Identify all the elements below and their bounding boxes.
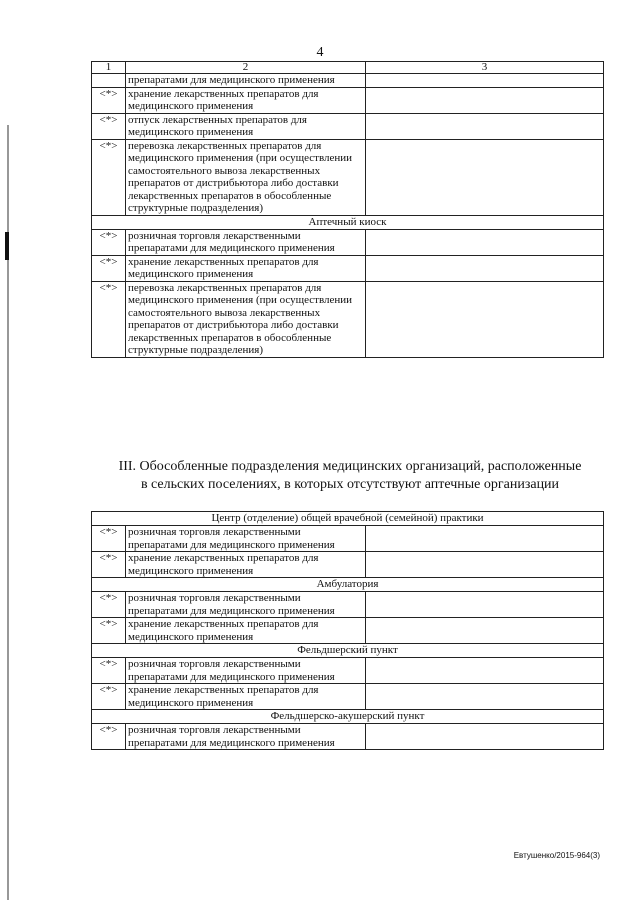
row-marker: <*> bbox=[92, 113, 126, 139]
activity-text: перевозка лекарственных препаратов для медицинского применения (при осуществлении самостоятельного вывоза лекарственных препаратов от дистрибьютора либо доставки лекарственных препаратов в обособленные структурные подразделения) bbox=[126, 281, 366, 357]
empty-cell bbox=[366, 139, 604, 215]
table-row bbox=[92, 618, 604, 644]
column-header: 3 bbox=[366, 62, 604, 74]
row-marker: <*> bbox=[92, 552, 126, 578]
row-marker: <*> bbox=[92, 658, 126, 684]
empty-cell bbox=[366, 592, 604, 618]
table-row bbox=[92, 552, 604, 578]
row-marker: <*> bbox=[92, 87, 126, 113]
section-title: Фельдшерско-акушерский пункт bbox=[92, 710, 604, 724]
activity-text: хранение лекарственных препаратов для медицинского применения bbox=[126, 552, 366, 578]
table-row bbox=[92, 74, 604, 88]
row-marker: <*> bbox=[92, 592, 126, 618]
table-top bbox=[91, 61, 604, 358]
row-marker: <*> bbox=[92, 618, 126, 644]
activity-text: розничная торговля лекарственными препаратами для медицинского применения bbox=[126, 592, 366, 618]
row-marker: <*> bbox=[92, 684, 126, 710]
section-title: Аптечный киоск bbox=[92, 215, 604, 229]
section-heading-line-1: III. Обособленные подразделения медицинских организаций, расположенные bbox=[118, 459, 582, 474]
table-row bbox=[92, 281, 604, 357]
table-bottom bbox=[91, 511, 604, 750]
activity-text: препаратами для медицинского применения bbox=[126, 74, 366, 88]
activity-text: розничная торговля лекарственными препаратами для медицинского применения bbox=[126, 724, 366, 750]
empty-cell bbox=[366, 229, 604, 255]
empty-cell bbox=[366, 526, 604, 552]
activity-text: перевозка лекарственных препаратов для медицинского применения (при осуществлении самостоятельного вывоза лекарственных препаратов от дистрибьютора либо доставки лекарственных препаратов в обособленные структурные подразделения) bbox=[126, 139, 366, 215]
section-heading-line-2: в сельских поселениях, в которых отсутствуют аптечные организации bbox=[140, 477, 560, 492]
column-header: 2 bbox=[126, 62, 366, 74]
empty-cell bbox=[366, 552, 604, 578]
activity-text: хранение лекарственных препаратов для медицинского применения bbox=[126, 618, 366, 644]
row-marker: <*> bbox=[92, 255, 126, 281]
row-marker: <*> bbox=[92, 229, 126, 255]
row-marker bbox=[92, 74, 126, 88]
column-header: 1 bbox=[92, 62, 126, 74]
table-row bbox=[92, 255, 604, 281]
table-row bbox=[92, 658, 604, 684]
empty-cell bbox=[366, 113, 604, 139]
activity-text: розничная торговля лекарственными препаратами для медицинского применения bbox=[126, 526, 366, 552]
empty-cell bbox=[366, 618, 604, 644]
table-row bbox=[92, 684, 604, 710]
section-title: Центр (отделение) общей врачебной (семейной) практики bbox=[92, 512, 604, 526]
row-marker: <*> bbox=[92, 139, 126, 215]
row-marker: <*> bbox=[92, 526, 126, 552]
scan-margin-mark bbox=[5, 232, 9, 260]
page-number: 4 bbox=[316, 45, 324, 60]
section-row bbox=[92, 644, 604, 658]
row-marker: <*> bbox=[92, 724, 126, 750]
empty-cell bbox=[366, 255, 604, 281]
empty-cell bbox=[366, 74, 604, 88]
section-row bbox=[92, 512, 604, 526]
table-row bbox=[92, 113, 604, 139]
section-row bbox=[92, 215, 604, 229]
table-row bbox=[92, 87, 604, 113]
activity-text: хранение лекарственных препаратов для медицинского применения bbox=[126, 255, 366, 281]
activity-text: розничная торговля лекарственными препаратами для медицинского применения bbox=[126, 658, 366, 684]
activity-text: хранение лекарственных препаратов для медицинского применения bbox=[126, 684, 366, 710]
empty-cell bbox=[366, 658, 604, 684]
section-row bbox=[92, 578, 604, 592]
table-row bbox=[92, 724, 604, 750]
footer-code: Евтушенко/2015-964(3) bbox=[513, 851, 600, 860]
empty-cell bbox=[366, 724, 604, 750]
activity-text: розничная торговля лекарственными препаратами для медицинского применения bbox=[126, 229, 366, 255]
section-title: Амбулатория bbox=[92, 578, 604, 592]
empty-cell bbox=[366, 281, 604, 357]
section-row bbox=[92, 710, 604, 724]
empty-cell bbox=[366, 684, 604, 710]
section-title: Фельдшерский пункт bbox=[92, 644, 604, 658]
empty-cell bbox=[366, 87, 604, 113]
table-header-row bbox=[92, 62, 604, 74]
table-row bbox=[92, 526, 604, 552]
activity-text: хранение лекарственных препаратов для медицинского применения bbox=[126, 87, 366, 113]
activity-text: отпуск лекарственных препаратов для медицинского применения bbox=[126, 113, 366, 139]
row-marker: <*> bbox=[92, 281, 126, 357]
table-row bbox=[92, 592, 604, 618]
table-row bbox=[92, 229, 604, 255]
section-heading bbox=[90, 458, 610, 494]
table-row bbox=[92, 139, 604, 215]
